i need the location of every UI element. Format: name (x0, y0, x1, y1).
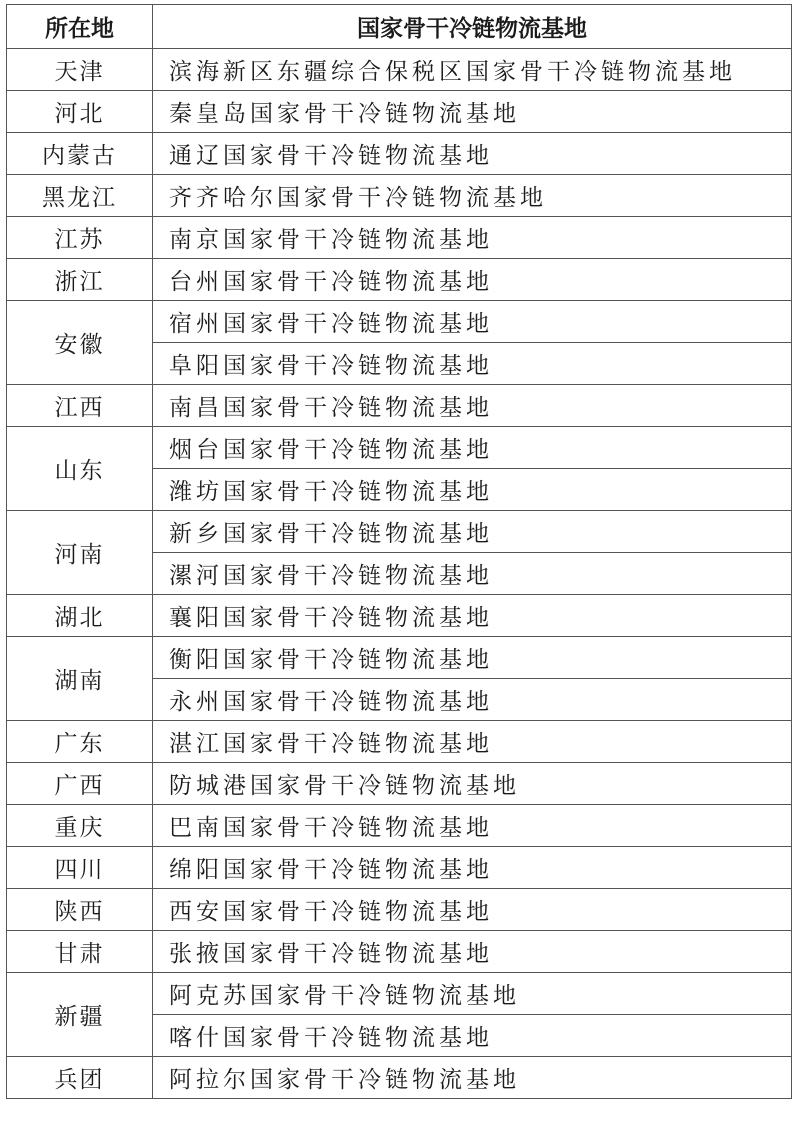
base-cell: 襄阳国家骨干冷链物流基地 (153, 595, 792, 637)
table-row (7, 721, 792, 763)
table-row (7, 805, 792, 847)
base-cell: 永州国家骨干冷链物流基地 (153, 679, 792, 721)
base-cell: 新乡国家骨干冷链物流基地 (153, 511, 792, 553)
province-cell: 陕西 (7, 889, 153, 931)
province-cell: 广西 (7, 763, 153, 805)
table-row (7, 301, 792, 343)
base-cell: 台州国家骨干冷链物流基地 (153, 259, 792, 301)
base-cell: 绵阳国家骨干冷链物流基地 (153, 847, 792, 889)
province-cell: 兵团 (7, 1057, 153, 1099)
table-row (7, 427, 792, 469)
table-row (7, 259, 792, 301)
header-row (7, 5, 792, 49)
cold-chain-base-table (6, 4, 792, 1099)
province-cell: 新疆 (7, 973, 153, 1057)
province-cell: 湖北 (7, 595, 153, 637)
base-cell: 南京国家骨干冷链物流基地 (153, 217, 792, 259)
table-row (7, 511, 792, 553)
table-body (7, 49, 792, 1099)
table-row (7, 973, 792, 1015)
header-location: 所在地 (7, 5, 153, 49)
province-cell: 天津 (7, 49, 153, 91)
province-cell: 黑龙江 (7, 175, 153, 217)
base-cell: 巴南国家骨干冷链物流基地 (153, 805, 792, 847)
table-row (7, 133, 792, 175)
base-cell: 齐齐哈尔国家骨干冷链物流基地 (153, 175, 792, 217)
base-cell: 潍坊国家骨干冷链物流基地 (153, 469, 792, 511)
province-cell: 河南 (7, 511, 153, 595)
province-cell: 广东 (7, 721, 153, 763)
base-cell: 阿克苏国家骨干冷链物流基地 (153, 973, 792, 1015)
table-row (7, 595, 792, 637)
base-cell: 衡阳国家骨干冷链物流基地 (153, 637, 792, 679)
base-cell: 南昌国家骨干冷链物流基地 (153, 385, 792, 427)
province-cell: 安徽 (7, 301, 153, 385)
base-cell: 通辽国家骨干冷链物流基地 (153, 133, 792, 175)
table-row (7, 175, 792, 217)
base-cell: 张掖国家骨干冷链物流基地 (153, 931, 792, 973)
base-cell: 喀什国家骨干冷链物流基地 (153, 1015, 792, 1057)
province-cell: 江苏 (7, 217, 153, 259)
table-row (7, 889, 792, 931)
base-cell: 西安国家骨干冷链物流基地 (153, 889, 792, 931)
province-cell: 湖南 (7, 637, 153, 721)
table-row (7, 847, 792, 889)
base-cell: 宿州国家骨干冷链物流基地 (153, 301, 792, 343)
base-cell: 烟台国家骨干冷链物流基地 (153, 427, 792, 469)
base-cell: 湛江国家骨干冷链物流基地 (153, 721, 792, 763)
base-cell: 阿拉尔国家骨干冷链物流基地 (153, 1057, 792, 1099)
table-row (7, 931, 792, 973)
province-cell: 江西 (7, 385, 153, 427)
base-cell: 防城港国家骨干冷链物流基地 (153, 763, 792, 805)
table-row (7, 637, 792, 679)
province-cell: 浙江 (7, 259, 153, 301)
base-cell: 滨海新区东疆综合保税区国家骨干冷链物流基地 (153, 49, 792, 91)
base-cell: 秦皇岛国家骨干冷链物流基地 (153, 91, 792, 133)
table-row (7, 1057, 792, 1099)
base-cell: 阜阳国家骨干冷链物流基地 (153, 343, 792, 385)
table-row (7, 49, 792, 91)
province-cell: 河北 (7, 91, 153, 133)
table-row (7, 763, 792, 805)
province-cell: 山东 (7, 427, 153, 511)
table-row (7, 217, 792, 259)
base-cell: 漯河国家骨干冷链物流基地 (153, 553, 792, 595)
province-cell: 内蒙古 (7, 133, 153, 175)
header-base: 国家骨干冷链物流基地 (153, 5, 792, 49)
province-cell: 重庆 (7, 805, 153, 847)
table-row (7, 385, 792, 427)
province-cell: 四川 (7, 847, 153, 889)
table-row (7, 91, 792, 133)
province-cell: 甘肃 (7, 931, 153, 973)
